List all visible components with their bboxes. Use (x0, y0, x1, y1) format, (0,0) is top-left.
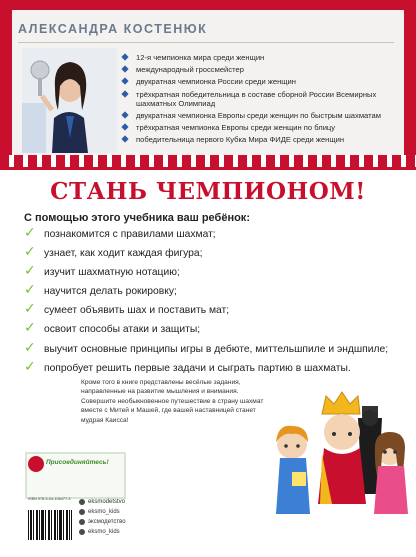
achievement-item (122, 90, 402, 108)
checkmark-icon: ✓ (24, 301, 36, 318)
kids-illustration (262, 374, 410, 524)
checkmark-icon: ✓ (24, 282, 36, 299)
diamond-bullet-icon (121, 111, 128, 118)
social-network-icon (79, 519, 85, 525)
benefit-text: выучит основные принципы игры в дебюте, миттельшпиле и эндшпиле; (44, 343, 389, 355)
achievement-item (122, 123, 402, 132)
social-handle: eksmo_kids (88, 509, 120, 515)
achievement-text: 12-я чемпионка мира среди женщин (136, 53, 265, 62)
diamond-bullet-icon (121, 53, 128, 60)
achievement-text: трёхкратная победительница в составе сборной России Всемирных шахматных Олимпиад (136, 89, 377, 108)
achievements-list (122, 53, 402, 148)
hero-title: СТАНЬ ЧЕМПИОНОМ! (50, 178, 366, 205)
publisher-logo-icon (28, 456, 44, 472)
benefit-text: узнает, как ходит каждая фигура; (44, 248, 203, 260)
striped-ribbon (0, 155, 416, 167)
author-name: АЛЕКСАНДРА КОСТЕНЮК (18, 22, 208, 36)
promo-paragraph: Кроме того в книге представлены весёлые задания, направленные на развитие мышления и внимания. Совершите необыкновенное путешествие в страну шахмат вместе с Митей и Машей, где вашей наставницей станет мудрая Каисса! (81, 379, 264, 424)
benefit-item (22, 339, 397, 357)
benefit-item (22, 282, 397, 299)
diamond-bullet-icon (121, 78, 128, 85)
benefit-item (22, 320, 397, 337)
social-network-icon (79, 529, 85, 535)
achievement-text: двукратная чемпионка России среди женщин (136, 77, 296, 87)
benefit-item (22, 301, 397, 318)
achievement-text: международный гроссмейстер (136, 65, 244, 75)
social-handle: eksmo_kids (88, 529, 120, 535)
benefit-text: научится делать рокировку; (44, 286, 177, 298)
intro-heading: С помощью этого учебника ваш ребёнок: (24, 212, 250, 224)
benefit-text: познакомится с правилами шахмат; (44, 229, 216, 240)
benefits-list (22, 225, 397, 382)
checkmark-icon: ✓ (24, 244, 36, 261)
author-divider (18, 42, 394, 43)
checkmark-icon: ✓ (24, 358, 36, 375)
achievement-item (122, 111, 402, 120)
author-photo (22, 48, 117, 153)
benefit-text: изучит шахматную нотацию; (44, 267, 180, 279)
ribbon-edge (0, 167, 416, 170)
checkmark-icon: ✓ (24, 339, 36, 356)
social-network-icon (79, 499, 85, 505)
social-handle: eksmodetstvo (88, 499, 126, 505)
checkmark-icon: ✓ (24, 320, 36, 337)
diamond-bullet-icon (121, 136, 128, 143)
checkmark-icon: ✓ (24, 263, 36, 280)
achievement-text: двукратная чемпионка Европы среди женщин по быстрым шахматам (136, 111, 381, 121)
social-link[interactable] (79, 527, 126, 537)
social-links (79, 497, 126, 537)
achievement-item (122, 53, 402, 62)
diamond-bullet-icon (121, 66, 128, 73)
social-network-icon (79, 509, 85, 515)
benefit-item (22, 263, 397, 280)
diamond-bullet-icon (121, 124, 128, 131)
barcode-icon (26, 508, 74, 546)
benefit-item (22, 244, 397, 261)
social-link[interactable] (79, 507, 126, 517)
benefit-text: освоит способы атаки и защиты; (44, 324, 201, 336)
social-link[interactable] (79, 517, 126, 527)
achievement-text: победительница первого Кубка Мира ФИДЕ среди женщин (136, 135, 345, 145)
diamond-bullet-icon (121, 90, 128, 97)
achievement-text: трёхкратная чемпионка Европы среди женщин по блицу (136, 123, 336, 133)
checkmark-icon: ✓ (24, 225, 36, 241)
benefit-text: сумеет объявить шах и поставить мат; (44, 305, 230, 317)
isbn-text: ISBN 978-5-04-106477-3 (28, 497, 71, 501)
achievement-item (122, 135, 402, 144)
achievement-item (122, 77, 402, 86)
benefit-text: попробует решить первые задачи и сыграть партию в шахматы. (44, 362, 351, 374)
achievement-item (122, 65, 402, 74)
stamp-text: Присоединяйтесь! (46, 459, 109, 466)
social-handle: эксмодетство (88, 519, 126, 525)
social-link[interactable] (79, 497, 126, 507)
benefit-item (22, 225, 397, 242)
